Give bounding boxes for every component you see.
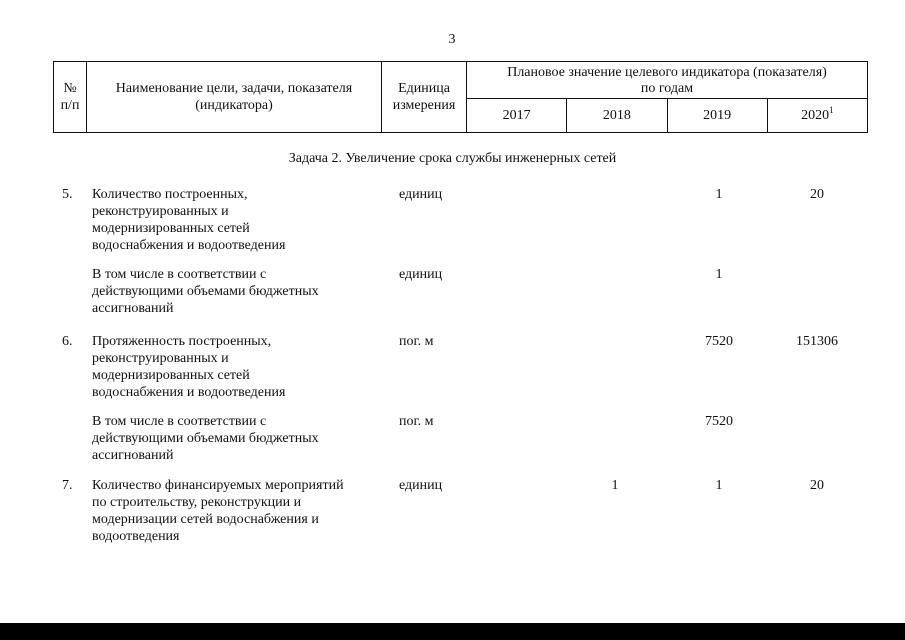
- header-year-2019: 2019: [667, 99, 767, 133]
- row-number: 7.: [62, 478, 73, 493]
- header-plan-title-label: Плановое значение целевого индикатора (показателя) по годам: [507, 64, 827, 96]
- row-name: В том числе в соответствии с действующими объемами бюджетных ассигнований: [92, 414, 319, 463]
- header-year-2020: [767, 99, 867, 133]
- row-value-2019: 7520: [705, 414, 733, 429]
- row-unit: пог. м: [399, 414, 434, 429]
- row-value-2020: 20: [810, 478, 824, 493]
- header-name: [87, 62, 382, 133]
- header-num-label: № п/п: [60, 81, 80, 113]
- row-value-2019: 7520: [705, 334, 733, 349]
- header-name-label: Наименование цели, задачи, показателя (индикатора): [115, 81, 353, 113]
- header-unit-label: Единица измерения: [392, 81, 456, 113]
- row-unit: пог. м: [399, 334, 434, 349]
- row-value-2020: 20: [810, 187, 824, 202]
- footnote-mark: 1: [829, 105, 834, 115]
- task-title: Задача 2. Увеличение срока службы инженерных сетей: [288, 151, 617, 166]
- row-unit: единиц: [399, 267, 443, 282]
- row-number: 6.: [62, 334, 73, 349]
- row-name: Количество финансируемых мероприятий по строительству, реконструкции и модернизации сетей водоснабжения и водоотведения: [92, 478, 344, 544]
- row-value-2019: 1: [715, 267, 723, 282]
- header-year-2018: 2018: [567, 99, 667, 133]
- row-value-2018: 1: [611, 478, 619, 493]
- row-name: В том числе в соответствии с действующими объемами бюджетных ассигнований: [92, 267, 319, 316]
- row-name: Количество построенных, реконструированных и модернизированных сетей водоснабжения и водоотведения: [92, 187, 286, 253]
- row-name: Протяженность построенных, реконструированных и модернизированных сетей водоснабжения и водоотведения: [92, 334, 286, 400]
- row-value-2020: 151306: [796, 334, 838, 349]
- row-value-2019: 1: [715, 187, 723, 202]
- header-num: [54, 62, 87, 133]
- row-unit: единиц: [399, 478, 443, 493]
- table-header: [53, 61, 868, 133]
- page-number: 3: [448, 32, 456, 47]
- row-unit: единиц: [399, 187, 443, 202]
- scan-edge-bar: [0, 623, 905, 640]
- header-year-2020-label: 2020: [801, 108, 830, 123]
- header-unit: [382, 62, 467, 133]
- row-number: 5.: [62, 187, 73, 202]
- header-year-2017: 2017: [467, 99, 567, 133]
- row-value-2019: 1: [715, 478, 723, 493]
- header-plan-title: [467, 62, 868, 99]
